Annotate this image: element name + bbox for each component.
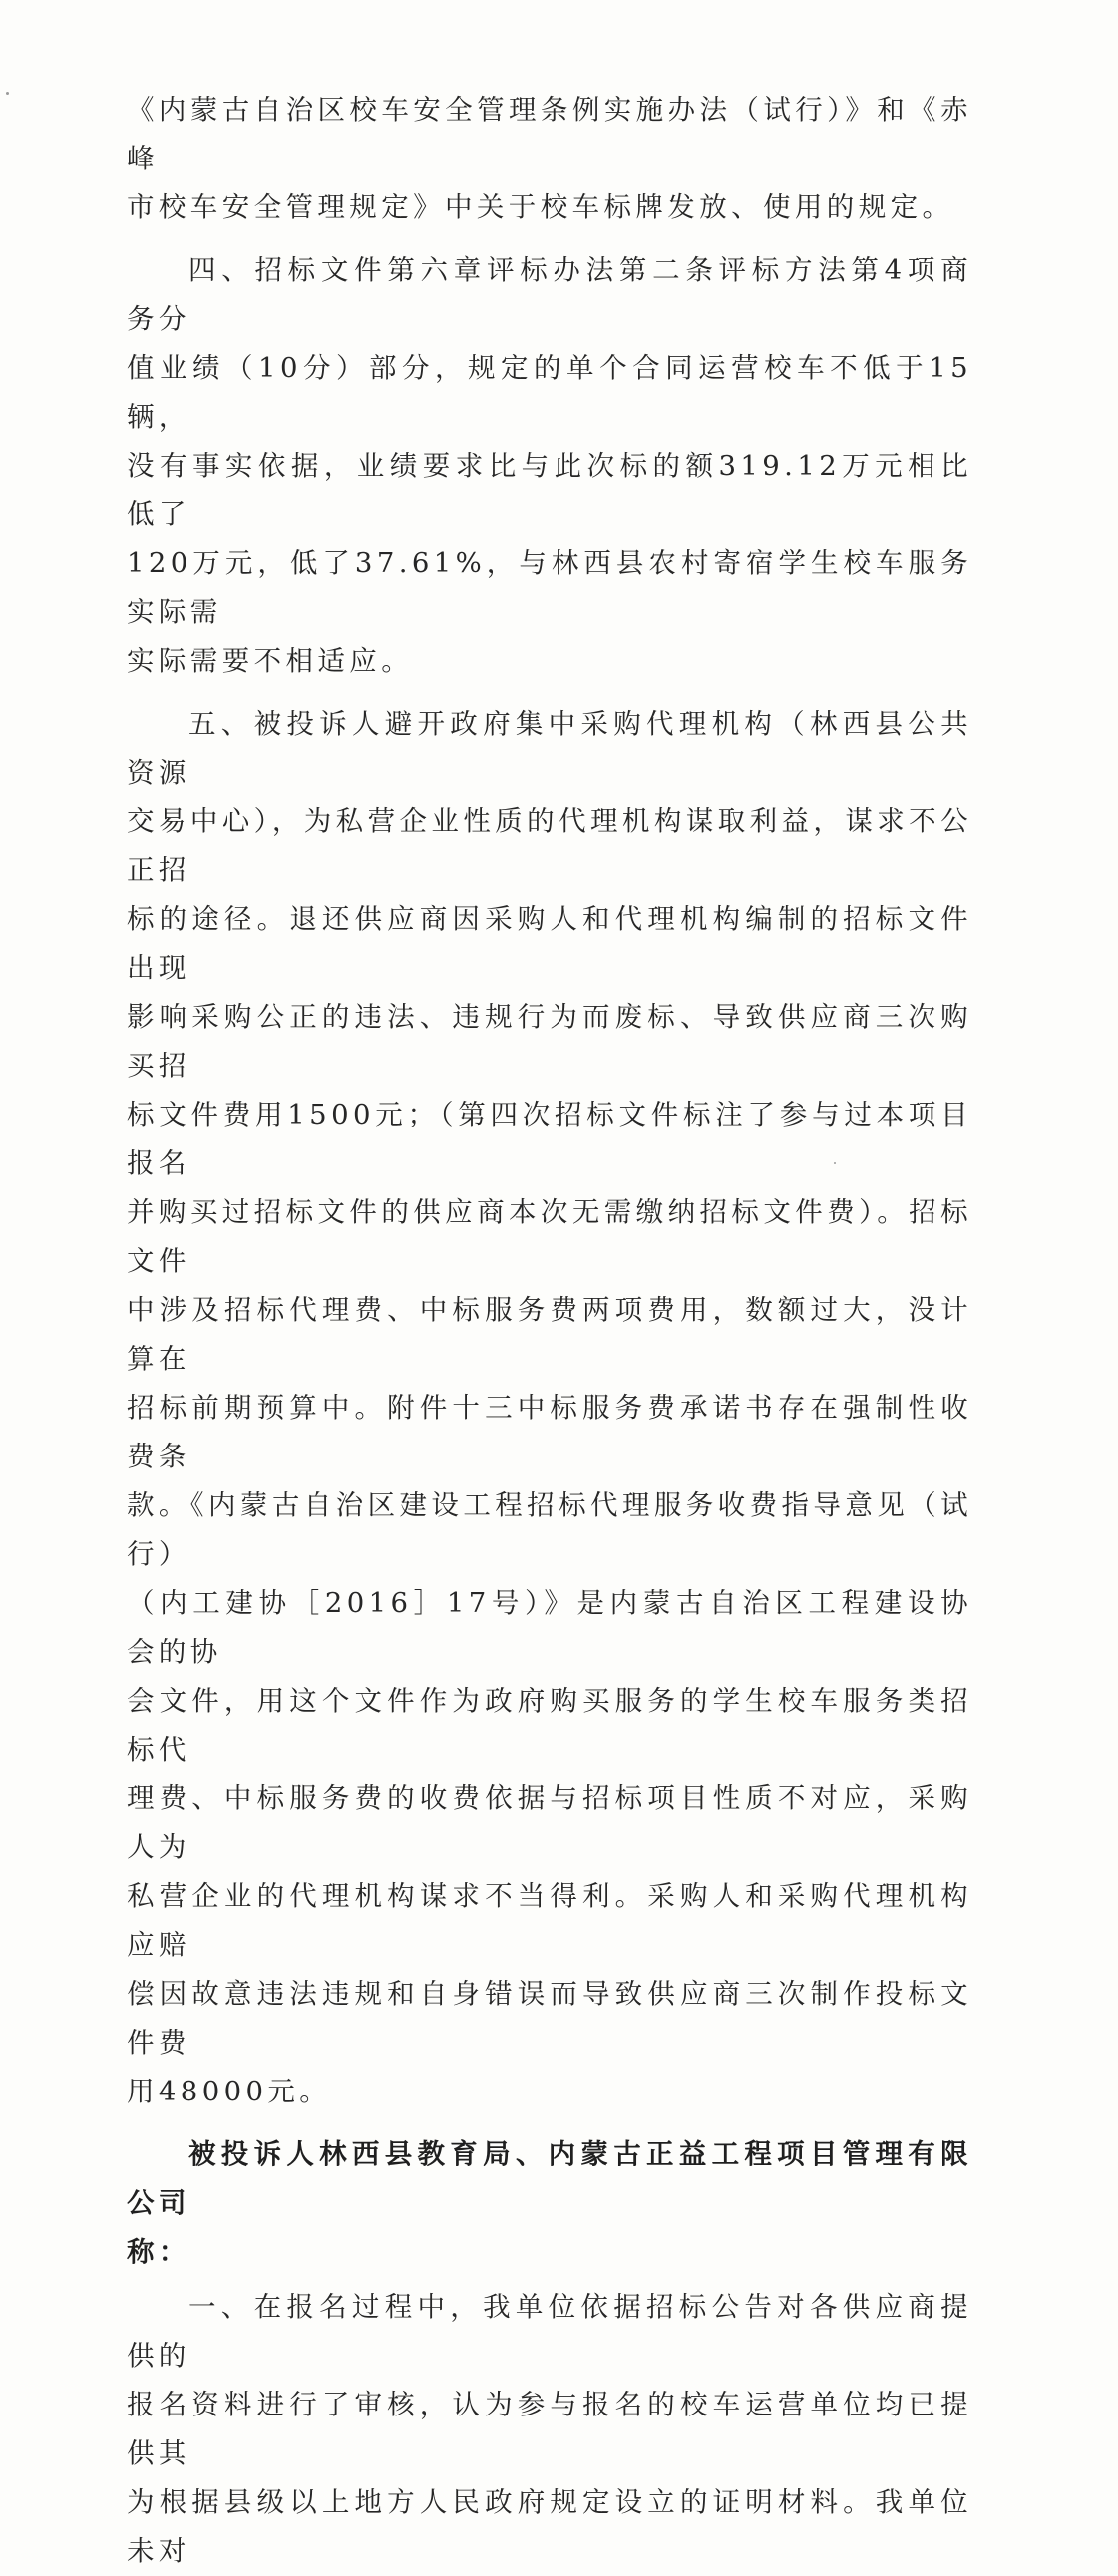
paragraph-item-four: 四、招标文件第六章评标办法第二条评标方法第4项商务分 值业绩（10分）部分，规定的单个合同运营校车不低于15辆， 没有事实依据，业绩要求比与此次标的额319.12万元相比低了 120万元，低了37.61%，与林西县农村寄宿学生校车服务实际需 实际需要不相适应。 — [127, 254, 972, 677]
document-page — [127, 86, 972, 2576]
paragraph-continuation: 《内蒙古自治区校车安全管理条例实施办法（试行）》和《赤峰 市校车安全管理规定》中关于校车标牌发放、使用的规定。 — [127, 94, 972, 223]
paragraph-item-five: 五、被投诉人避开政府集中采购代理机构（林西县公共资源 交易中心），为私营企业性质的代理机构谋取利益，谋求不公正招 标的途径。退还供应商因采购人和代理机构编制的招标文件出现 影响采购公正的违法、违规行为而废标、导致供应商三次购买招 标文件费用1500元；（第四次招标文件标注了参与过本项目报名 并购买过招标文件的供应商本次无需缴纳招标文件费）。招标文件 中涉及招标代理费、中标服务费两项费用，数额过大，没计算在 招标前期预算中。附件十三中标服务费承诺书存在强制性收费条 款。《内蒙古自治区建设工程招标代理服务收费指导意见（试行） （内工建协［2016］17号）》是内蒙古自治区工程建设协会的协 会文件，用这个文件作为政府购买服务的学生校车服务类招标代 理费、中标服务费的收费依据与招标项目性质不对应，采购人为 私营企业的代理机构谋求不当得利。采购人和采购代理机构应赔 偿因故意违法违规和自身错误而导致供应商三次制作投标文件费 用48000元。 — [127, 708, 972, 2107]
paragraph-response-one: 一、在报名过程中，我单位依据招标公告对各供应商提供的 报名资料进行了审核，认为参与报名的校车运营单位均已提供其 为根据县级以上地方人民政府规定设立的证明材料。我单位未对 — [127, 2291, 972, 2567]
respondent-statement-heading: 被投诉人林西县教育局、内蒙古正益工程项目管理有限公司 称： — [127, 2138, 972, 2268]
scan-speck — [6, 92, 9, 95]
